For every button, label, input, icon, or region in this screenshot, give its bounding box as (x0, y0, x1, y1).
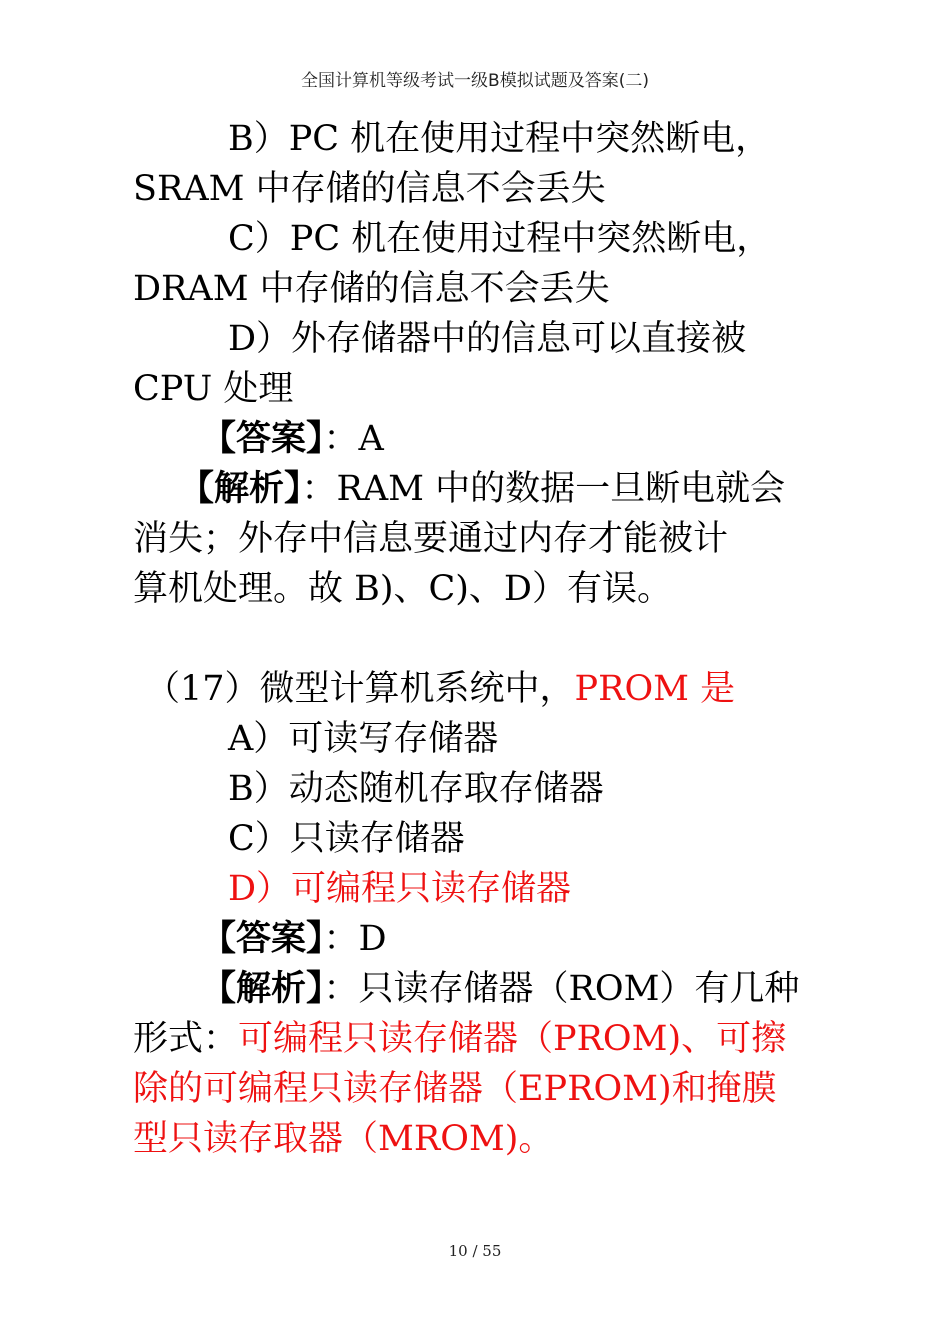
q16-analysis-line3: 算机处理。故 B)、C)、D）有误。 (133, 569, 672, 609)
q17-answer (133, 914, 823, 964)
q16-option-b-line2: SRAM 中存储的信息不会丢失 (133, 169, 606, 209)
q17-analysis-label: 【解析】 (201, 968, 324, 1009)
q17-question (133, 664, 823, 714)
q17-option-a: A）可读写存储器 (228, 719, 499, 759)
q17-option-c: C）只读存储器 (228, 819, 465, 859)
q17-analysis-text1: ：只读存储器（ROM）有几种 (323, 969, 800, 1009)
q17-option-d: D）可编程只读存储器 (228, 869, 572, 909)
q17-analysis-text2-red: 可编程只读存储器（PROM)、可擦 (238, 1019, 787, 1059)
q17-question-prefix: （17）微型计算机系统中， (145, 669, 575, 709)
q16-option-b-line1: B）PC 机在使用过程中突然断电， (228, 119, 771, 159)
q17-analysis-line2 (133, 1014, 823, 1064)
q16-answer-label: 【答案】 (201, 418, 324, 459)
document-body (133, 114, 823, 1164)
q16-analysis-line2: 消失；外存中信息要通过内存才能被计 (133, 519, 729, 559)
page-number: 10 / 55 (448, 1242, 502, 1260)
q17-analysis-line1 (133, 964, 823, 1014)
section-gap (133, 614, 823, 664)
q17-option-b: B）动态随机存取存储器 (228, 769, 604, 809)
document-header: 全国计算机等级考试一级B模拟试题及答案(二) (301, 71, 649, 91)
q16-option-c-line1: C）PC 机在使用过程中突然断电， (228, 219, 772, 259)
q16-answer-value: ：A (323, 419, 384, 459)
q16-answer (133, 414, 823, 464)
q16-option-c-line2: DRAM 中存储的信息不会丢失 (133, 269, 610, 309)
q17-analysis-text2-black: 形式： (133, 1019, 239, 1059)
q16-option-d-line2: CPU 处理 (133, 369, 294, 409)
q16-analysis-text1: ：RAM 中的数据一旦断电就会 (301, 469, 786, 509)
q16-analysis-label: 【解析】 (179, 468, 302, 509)
q17-analysis-line4: 型只读存取器（MROM)。 (133, 1119, 554, 1159)
q17-question-highlight: PROM 是 (574, 669, 736, 709)
q16-analysis-line1 (133, 464, 823, 514)
q16-option-d-line1: D）外存储器中的信息可以直接被 (228, 319, 747, 359)
q17-analysis-line3: 除的可编程只读存储器（EPROM)和掩膜 (133, 1069, 777, 1109)
q17-answer-label: 【答案】 (201, 918, 324, 959)
q17-answer-value: ：D (323, 919, 387, 959)
